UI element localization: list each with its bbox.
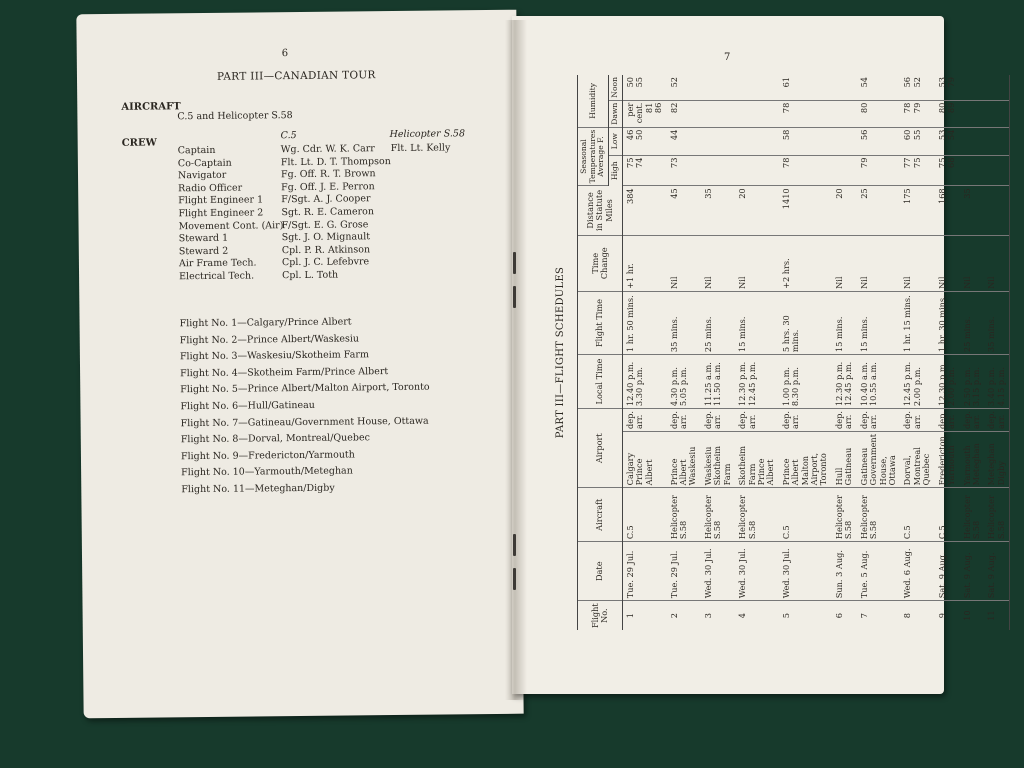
staple-2: [513, 286, 516, 308]
flight-list-item: Flight No. 11—Meteghan/Digby: [181, 482, 335, 496]
td-flight-time: 15 mins.: [832, 291, 857, 354]
td-date: Wed. 30 Jul.: [779, 542, 832, 601]
crew-role: Navigator: [177, 169, 227, 182]
th-high: High: [609, 155, 623, 186]
th-aircraft: Aircraft: [578, 488, 623, 542]
td-temp-high: 77 75: [900, 155, 934, 186]
binding-gutter: [505, 20, 527, 700]
td-distance: 35: [701, 186, 735, 235]
td-flight-no: 7: [858, 613, 869, 619]
crew-role: Radio Officer: [178, 182, 243, 195]
td-date: Sat. 9 Aug.: [935, 542, 960, 601]
td-date: Sun. 3 Aug.: [832, 542, 857, 601]
td-flight-time: 35 mins.: [984, 291, 1009, 354]
td-temp-low: [960, 127, 985, 155]
td-flight-time: 5 hrs. 30 mins.: [779, 291, 832, 354]
td-dep-arr: dep. arr.: [622, 409, 666, 432]
flight-list-item: Flight No. 9—Fredericton/Yarmouth: [180, 449, 355, 463]
td-flight-no: 3: [702, 613, 713, 619]
td-aircraft: Helicopter S.58: [960, 488, 985, 542]
td-local-time: 12.30 p.m. 12.45 p.m.: [735, 355, 779, 409]
crew-name-c5: F/Sgt. A. J. Cooper: [281, 193, 371, 206]
td-local-time: 12.40 p.m. 3.30 p.m.: [622, 355, 666, 409]
schedule-body: [622, 75, 1009, 630]
schedule-title: PART III—FLIGHT SCHEDULES: [555, 266, 566, 439]
flight-list-item: Flight No. 3—Waskesiu/Skotheim Farm: [179, 349, 369, 363]
td-local-time: 12.30 p.m. 12.45 p.m.: [832, 355, 857, 409]
td-temp-high: [832, 155, 857, 186]
crew-name-c5: Flt. Lt. D. T. Thompson: [280, 155, 391, 168]
flight-schedule-rotated: [555, 75, 1006, 630]
td-flight-time: 25 mins.: [701, 291, 735, 354]
td-temp-high: 75 74: [622, 155, 666, 186]
crew-row: [179, 256, 392, 269]
crew-name-c5: Wg. Cdr. W. K. Carr: [280, 143, 375, 156]
td-distance: 45: [667, 186, 701, 235]
td-airport: Calgary Prince Albert: [622, 432, 666, 488]
td-time-change: +1 hr.: [622, 235, 666, 291]
table-row: [622, 75, 666, 630]
td-flight-time: 1 hr. 30 mins.: [935, 291, 960, 354]
staple-4: [513, 568, 516, 590]
td-time-change: Nil: [832, 235, 857, 291]
td-temp-low: [832, 127, 857, 155]
td-hum-noon: 54: [857, 75, 901, 100]
table-row: [779, 75, 832, 630]
staple-3: [513, 534, 516, 556]
flight-list-item: Flight No. 10—Yarmouth/Meteghan: [181, 465, 353, 479]
td-distance: 35: [960, 186, 985, 235]
table-row: [960, 75, 985, 630]
td-flight-no: 11: [984, 601, 1009, 630]
page-number-right: 7: [724, 52, 731, 63]
td-hum-dawn: [701, 100, 735, 127]
crew-row: [178, 181, 391, 194]
td-local-time: 12.30 p.m. 2.00 p.m.: [935, 355, 960, 409]
td-temp-low: 58: [779, 127, 832, 155]
td-time-change: Nil: [935, 235, 960, 291]
td-aircraft: Helicopter S.58: [857, 488, 901, 542]
td-dep-arr: dep. arr.: [857, 409, 901, 432]
td-date: Tue. 5 Aug.: [857, 542, 901, 601]
td-temp-low: 53 54: [935, 127, 960, 155]
td-time-change: Nil: [667, 235, 701, 291]
td-hum-dawn: [960, 100, 985, 127]
flight-list-item: Flight No. 5—Prince Albert/Malton Airport, Toronto: [180, 382, 430, 396]
td-temp-low: 56: [857, 127, 901, 155]
td-flight-time: 15 mins.: [857, 291, 901, 354]
td-dep-arr: dep. arr.: [701, 409, 735, 432]
td-airport: Prince Albert Waskesiu: [667, 432, 701, 488]
td-aircraft: Helicopter S.58: [984, 488, 1009, 542]
td-distance: [984, 186, 1009, 235]
td-dep-arr: dep. arr.: [900, 409, 934, 432]
td-aircraft: Helicopter S.58: [701, 488, 735, 542]
crew-label: CREW: [121, 137, 157, 149]
td-airport: Gatineau Government House, Ottawa: [857, 432, 901, 488]
crew-row: [178, 206, 391, 219]
table-row: [735, 75, 779, 630]
crew-col-helicopter: Helicopter S.58: [389, 128, 466, 141]
td-date: Tue. 29 Jul.: [622, 542, 666, 601]
td-flight-no: 4: [737, 613, 748, 619]
td-temp-high: [984, 155, 1009, 186]
td-aircraft: Helicopter S.58: [667, 488, 701, 542]
crew-row: [179, 244, 392, 257]
td-date: Wed. 30 Jul.: [735, 542, 779, 601]
left-page: [76, 10, 523, 719]
table-row: [701, 75, 735, 630]
crew-name-c5: F/Sgt. E. G. Grose: [281, 218, 369, 231]
th-airport: Airport: [578, 409, 623, 488]
td-dep-arr: dep. arr.: [735, 409, 779, 432]
td-hum-noon: 52: [667, 75, 701, 100]
td-time-change: +2 hrs.: [779, 235, 832, 291]
td-flight-no: 8: [902, 613, 913, 619]
crew-role: Flight Engineer 2: [178, 207, 264, 220]
td-hum-dawn: [984, 100, 1009, 127]
td-distance: 20: [832, 186, 857, 235]
crew-role: Flight Engineer 1: [178, 194, 264, 207]
td-dep-arr: dep. arr.: [832, 409, 857, 432]
crew-row: [178, 156, 391, 169]
th-local-time: Local Time: [578, 355, 623, 409]
td-temp-high: 78: [779, 155, 832, 186]
td-dep-arr: dep. arr.: [984, 409, 1009, 432]
th-dawn: Dawn: [609, 100, 623, 127]
td-hum-noon: [832, 75, 857, 100]
crew-role: Air Frame Tech.: [178, 257, 257, 270]
flight-schedule-table: [577, 75, 1010, 630]
crew-role: Movement Cont. (Air): [178, 219, 284, 232]
crew-name-helicopter: Flt. Lt. Kelly: [390, 142, 451, 155]
td-airport: Yarmouth Meteghan: [960, 432, 985, 488]
td-hum-noon: 50 55: [622, 75, 666, 100]
td-time-change: Nil: [900, 235, 934, 291]
td-flight-no: 1: [624, 613, 635, 619]
td-distance: 384: [622, 186, 666, 235]
td-airport: Meteghan Digby: [984, 432, 1009, 488]
td-flight-time: 15 mins.: [735, 291, 779, 354]
crew-role: Electrical Tech.: [179, 270, 255, 283]
td-dep-arr: dep. arr.: [667, 409, 701, 432]
flight-list-item: Flight No. 7—Gatineau/Government House, Ottawa: [180, 415, 429, 429]
td-temp-low: 60 55: [900, 127, 934, 155]
td-flight-time: 1 hr. 15 mins.: [900, 291, 934, 354]
flight-list-item: Flight No. 4—Skotheim Farm/Prince Albert: [180, 365, 389, 380]
td-airport: Skotheim Farm Prince Albert: [735, 432, 779, 488]
td-temp-high: [960, 155, 985, 186]
td-temp-low: [735, 127, 779, 155]
td-temp-high: [735, 155, 779, 186]
td-time-change: Nil: [857, 235, 901, 291]
td-temp-low: 44: [667, 127, 701, 155]
crew-role: Captain: [177, 144, 216, 157]
td-temp-high: 79: [857, 155, 901, 186]
td-aircraft: C.5: [935, 488, 960, 542]
td-hum-dawn: 78 79: [900, 100, 934, 127]
td-flight-no: 10: [961, 610, 972, 621]
td-date: Sat. 9 Aug.: [984, 542, 1009, 601]
td-temp-low: 46 50: [622, 127, 666, 155]
crew-role: Steward 2: [178, 245, 229, 258]
aircraft-label: AIRCRAFT: [121, 101, 181, 113]
td-dep-arr: dep. arr.: [935, 409, 960, 432]
crew-row: [178, 193, 391, 206]
flight-list-item: Flight No. 2—Prince Albert/Waskesiu: [179, 332, 360, 346]
table-row: [900, 75, 934, 630]
td-hum-noon: 61: [779, 75, 832, 100]
crew-name-c5: Cpl. J. C. Lefebvre: [281, 256, 370, 269]
per-cent-label: per cent.: [624, 102, 645, 124]
th-distance: Distance in Statute Miles: [578, 186, 623, 235]
table-row: [984, 75, 1009, 630]
td-hum-noon: [960, 75, 985, 100]
staple-1: [513, 252, 516, 274]
crew-name-c5: Cpl. P. R. Atkinson: [281, 244, 371, 256]
crew-name-c5: Fg. Off. J. E. Perron: [281, 181, 375, 193]
th-low: Low: [609, 127, 623, 155]
th-flight-no: Flight No.: [578, 601, 623, 630]
td-time-change: Nil: [701, 235, 735, 291]
crew-row: [178, 142, 451, 156]
table-row: [935, 75, 960, 630]
td-local-time: 10.40 a.m. 10.55 a.m.: [857, 355, 901, 409]
td-local-time: 12.45 p.m. 2.00 p.m.: [900, 355, 934, 409]
td-distance: 168: [935, 186, 960, 235]
crew-name-c5: Cpl. L. Toth: [282, 269, 339, 282]
crew-role: Co-Captain: [177, 157, 232, 169]
td-local-time: 1.00 p.m. 8.30 p.m.: [779, 355, 832, 409]
td-aircraft: Helicopter S.58: [735, 488, 779, 542]
td-hum-noon: 53 79: [935, 75, 960, 100]
td-local-time: 4.30 p.m. 5.05 p.m.: [667, 355, 701, 409]
td-flight-time: 35 mins.: [667, 291, 701, 354]
td-hum-dawn: [832, 100, 857, 127]
td-hum-noon: [735, 75, 779, 100]
aircraft-value: C.5 and Helicopter S.58: [177, 110, 293, 123]
td-airport: Prince Albert Malton Airport, Toronto: [779, 432, 832, 488]
page-title-left: PART III—CANADIAN TOUR: [216, 69, 376, 83]
td-temp-high: 73: [667, 155, 701, 186]
flight-list-item: Flight No. 1—Calgary/Prince Albert: [179, 316, 352, 330]
td-airport: Dorval, Montreal Quebec: [900, 432, 934, 488]
td-hum-dawn: [735, 100, 779, 127]
td-date: Wed. 6 Aug.: [900, 542, 934, 601]
td-time-change: Nil: [984, 235, 1009, 291]
td-flight-time: 25 mins.: [960, 291, 985, 354]
td-aircraft: C.5: [622, 488, 666, 542]
td-local-time: 11.25 a.m. 11.50 a.m.: [701, 355, 735, 409]
td-hum-noon: [984, 75, 1009, 100]
td-airport: Hull Gatineau: [832, 432, 857, 488]
crew-row: [178, 168, 391, 181]
td-distance: 175: [900, 186, 934, 235]
td-date: Wed. 30 Jul.: [701, 542, 735, 601]
td-flight-no: 6: [833, 613, 844, 619]
crew-name-c5: Fg. Off. R. T. Brown: [280, 168, 376, 181]
td-hum-noon: [701, 75, 735, 100]
th-temperatures: Seasonal Temperatures Average F.: [578, 127, 609, 186]
td-flight-no: 5: [780, 613, 791, 619]
th-time-change: Time Change: [578, 235, 623, 291]
td-hum-noon: 56 52: [900, 75, 934, 100]
td-date: Sat. 9 Aug.: [960, 542, 985, 601]
td-hum-dawn: 82: [667, 100, 701, 127]
td-aircraft: C.5: [900, 488, 934, 542]
td-local-time: 3.40 p.m. 4.15 p.m.: [984, 355, 1009, 409]
td-aircraft: Helicopter S.58: [832, 488, 857, 542]
td-temp-low: [984, 127, 1009, 155]
td-aircraft: C.5: [779, 488, 832, 542]
td-temp-high: 75 68: [935, 155, 960, 186]
crew-name-c5: Sgt. R. E. Cameron: [281, 206, 375, 219]
td-date: Tue. 29 Jul.: [667, 542, 701, 601]
crew-row: [179, 231, 392, 244]
table-row: [857, 75, 901, 630]
td-flight-time: 1 hr. 50 mins.: [622, 291, 666, 354]
td-distance: 1410: [779, 186, 832, 235]
crew-row: [179, 269, 392, 282]
crew-row: [178, 219, 391, 232]
td-time-change: Nil: [735, 235, 779, 291]
td-dep-arr: dep. arr.: [960, 409, 985, 432]
td-airport: Fredericton Yarmouth: [935, 432, 960, 488]
td-hum-dawn: per cent. 81 86: [622, 100, 666, 127]
td-distance: 20: [735, 186, 779, 235]
td-temp-high: [701, 155, 735, 186]
th-flight-time: Flight Time: [578, 291, 623, 354]
flight-list-item: Flight No. 6—Hull/Gatineau: [180, 399, 315, 413]
td-airport: Waskesiu Skotheim Farm: [701, 432, 735, 488]
crew-col-c5: C.5: [280, 130, 297, 142]
td-hum-dawn: 80 89: [935, 100, 960, 127]
td-distance: 25: [857, 186, 901, 235]
td-local-time: 2.50 p.m. 3.15 p.m.: [960, 355, 985, 409]
td-hum-dawn: 80: [857, 100, 901, 127]
table-row: [667, 75, 701, 630]
crew-role: Steward 1: [178, 232, 229, 245]
td-dep-arr: dep. arr.: [779, 409, 832, 432]
th-noon: Noon: [609, 75, 623, 100]
td-flight-no: 2: [668, 613, 679, 619]
td-flight-no: 9: [936, 613, 947, 619]
td-hum-dawn: 78: [779, 100, 832, 127]
th-date: Date: [578, 542, 623, 601]
table-row: [832, 75, 857, 630]
td-temp-low: [701, 127, 735, 155]
th-humidity: Humidity: [578, 75, 609, 127]
td-time-change: Nil: [960, 235, 985, 291]
page-number-left: 6: [281, 48, 289, 60]
flight-list-item: Flight No. 8—Dorval, Montreal/Quebec: [180, 432, 370, 446]
crew-name-c5: Sgt. J. O. Mignault: [281, 231, 371, 244]
